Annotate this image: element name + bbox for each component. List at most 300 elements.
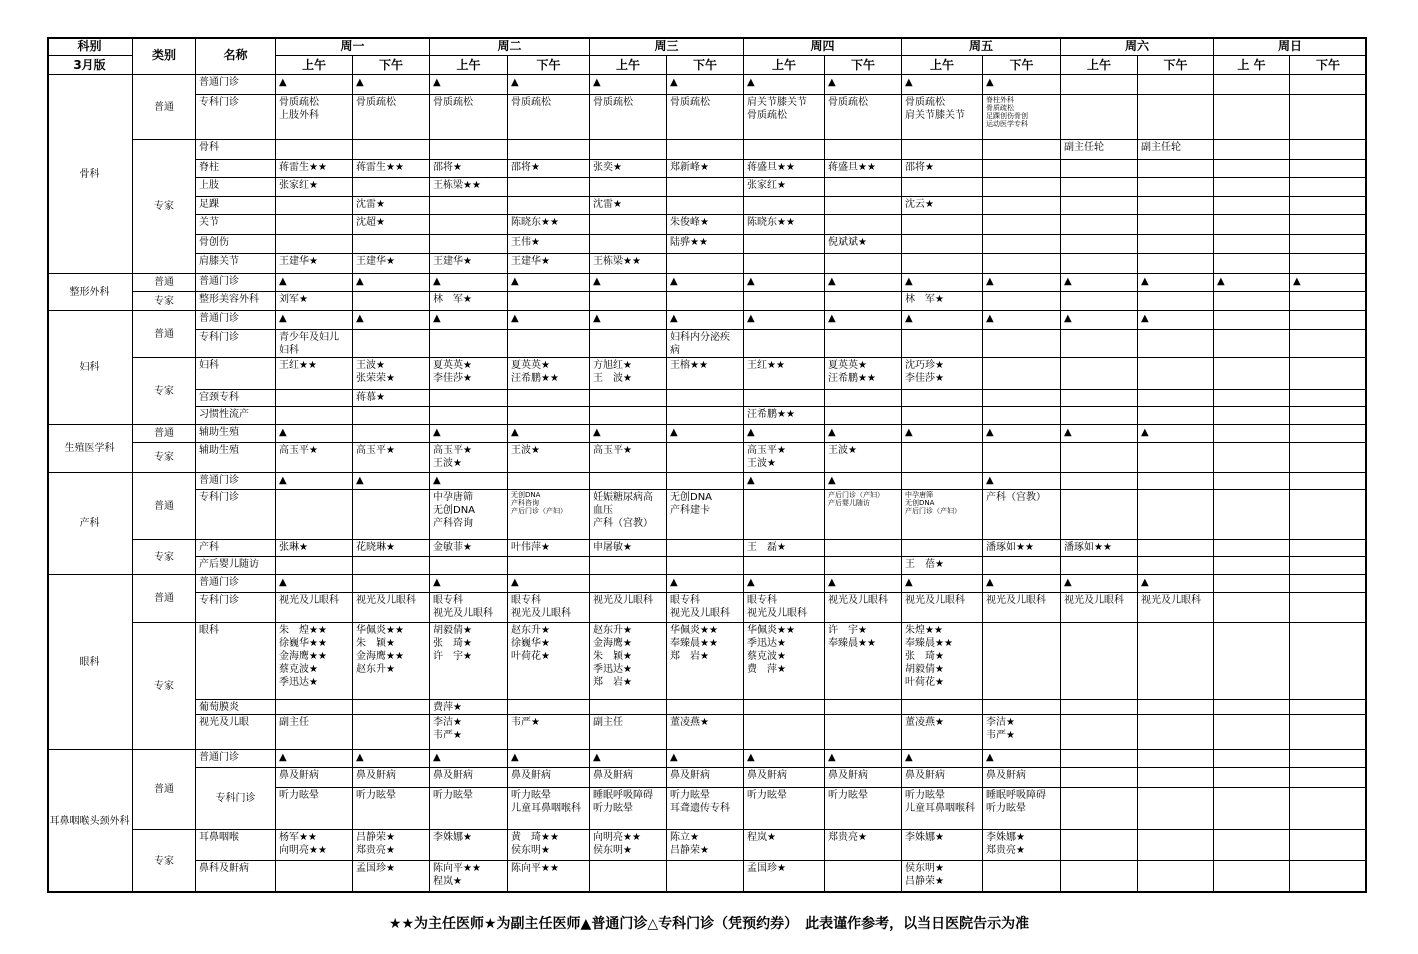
- schedule-cell: 听力眩晕 儿童耳鼻咽喉科: [508, 788, 590, 830]
- schedule-cell: 产科（宫教）: [983, 490, 1061, 540]
- schedule-cell: [430, 390, 508, 407]
- schedule-cell: [1214, 425, 1290, 443]
- category-cell: 专家: [133, 358, 196, 425]
- schedule-cell: 骨质疏松 上肢外科: [276, 95, 353, 140]
- schedule-cell: [430, 330, 508, 358]
- schedule-cell: [353, 140, 430, 160]
- schedule-cell: 侯东明★ 吕静荣★: [902, 861, 983, 893]
- schedule-cell: [430, 215, 508, 235]
- schedule-cell: [744, 140, 825, 160]
- schedule-cell: 张琳★: [276, 540, 353, 557]
- schedule-cell: [667, 140, 744, 160]
- schedule-cell: 骨质疏松: [667, 95, 744, 140]
- schedule-cell: [1138, 540, 1214, 557]
- schedule-cell: [902, 140, 983, 160]
- schedule-cell: [825, 330, 902, 358]
- schedule-cell: 陈晓东★★: [744, 215, 825, 235]
- schedule-cell: ▲: [983, 473, 1061, 490]
- schedule-cell: ▲: [667, 75, 744, 95]
- schedule-cell: ▲: [276, 274, 353, 292]
- schedule-cell: 程岚★: [744, 830, 825, 861]
- schedule-cell: 妊娠糖尿病高 血压 产科（宫教）: [590, 490, 667, 540]
- schedule-cell: [983, 160, 1061, 178]
- schedule-cell: [983, 557, 1061, 575]
- schedule-cell: 睡眠呼吸障碍 听力眩晕: [590, 788, 667, 830]
- schedule-cell: 王建华★: [353, 254, 430, 274]
- schedule-cell: [667, 178, 744, 197]
- schedule-cell: 骨质疏松: [353, 95, 430, 140]
- header-ampm: 上午: [1061, 56, 1138, 75]
- header-day: 周一: [276, 37, 430, 56]
- schedule-cell: 花晓琳★: [353, 540, 430, 557]
- schedule-cell: 鼻及鼾病: [353, 768, 430, 788]
- schedule-cell: [1138, 292, 1214, 311]
- schedule-cell: 妇科内分泌疾 病: [667, 330, 744, 358]
- schedule-cell: 王榕★★: [667, 358, 744, 390]
- schedule-cell: [667, 443, 744, 473]
- schedule-cell: 听力眩晕 儿童耳鼻咽喉科: [902, 788, 983, 830]
- schedule-cell: ▲: [590, 750, 667, 768]
- schedule-cell: [1290, 178, 1367, 197]
- schedule-cell: 李洁★ 韦严★: [430, 715, 508, 750]
- schedule-cell: 王 蓓★: [902, 557, 983, 575]
- schedule-cell: [430, 235, 508, 254]
- schedule-cell: [825, 407, 902, 425]
- schedule-cell: ▲: [1061, 274, 1138, 292]
- schedule-cell: [590, 292, 667, 311]
- schedule-cell: 听力眩晕: [430, 788, 508, 830]
- schedule-cell: [1061, 407, 1138, 425]
- schedule-cell: [744, 557, 825, 575]
- schedule-cell: [1061, 197, 1138, 215]
- category-cell: 普通: [133, 425, 196, 443]
- schedule-cell: [983, 390, 1061, 407]
- schedule-cell: [508, 140, 590, 160]
- schedule-cell: 夏英英★ 汪希鹏★★: [825, 358, 902, 390]
- schedule-cell: [353, 575, 430, 593]
- schedule-cell: [1138, 473, 1214, 490]
- header-day: 周三: [590, 37, 744, 56]
- schedule-cell: ▲: [825, 274, 902, 292]
- schedule-cell: ▲: [744, 473, 825, 490]
- header-ampm: 上午: [430, 56, 508, 75]
- schedule-cell: 朱俊峰★: [667, 215, 744, 235]
- schedule-cell: [825, 540, 902, 557]
- schedule-cell: [276, 235, 353, 254]
- schedule-cell: ▲: [590, 311, 667, 330]
- row-name: 骨科: [196, 140, 276, 160]
- schedule-cell: [1290, 197, 1367, 215]
- schedule-cell: 视光及儿眼科: [590, 593, 667, 623]
- schedule-cell: 蒋雷生★★: [353, 160, 430, 178]
- category-cell: 专家: [133, 540, 196, 575]
- row-name: 产后婴儿随访: [196, 557, 276, 575]
- schedule-cell: 王伟★: [508, 235, 590, 254]
- schedule-cell: 孟国珍★: [353, 861, 430, 893]
- schedule-cell: 朱煌★★ 奉臻晨★★ 张 琦★ 胡毅倩★ 叶荷花★: [902, 623, 983, 700]
- schedule-cell: ▲: [825, 473, 902, 490]
- schedule-cell: 王栋梁★★: [590, 254, 667, 274]
- schedule-cell: 鼻及鼾病: [276, 768, 353, 788]
- schedule-cell: 高玉平★: [353, 443, 430, 473]
- schedule-cell: [1061, 788, 1138, 830]
- header-ampm: 下午: [825, 56, 902, 75]
- row-name: 耳鼻咽喉: [196, 830, 276, 861]
- row-name: 脊柱: [196, 160, 276, 178]
- row-name: 专科门诊: [196, 330, 276, 358]
- category-cell: 普通: [133, 274, 196, 292]
- schedule-cell: [1138, 178, 1214, 197]
- schedule-cell: [1061, 75, 1138, 95]
- schedule-cell: [983, 197, 1061, 215]
- schedule-cell: ▲: [744, 311, 825, 330]
- schedule-cell: ▲: [276, 575, 353, 593]
- schedule-cell: [1214, 700, 1290, 715]
- header-name: 名称: [196, 37, 276, 75]
- schedule-cell: [276, 490, 353, 540]
- schedule-cell: 林 军★: [902, 292, 983, 311]
- schedule-cell: [1061, 715, 1138, 750]
- schedule-cell: ▲: [590, 75, 667, 95]
- schedule-cell: 眼专科 视光及儿眼科: [508, 593, 590, 623]
- schedule-cell: 高玉平★ 王波★: [744, 443, 825, 473]
- schedule-cell: [1138, 700, 1214, 715]
- schedule-cell: [825, 140, 902, 160]
- schedule-cell: [1061, 473, 1138, 490]
- schedule-cell: 倪斌斌★: [825, 235, 902, 254]
- schedule-cell: [1061, 330, 1138, 358]
- schedule-cell: [353, 715, 430, 750]
- schedule-cell: [590, 215, 667, 235]
- schedule-cell: 青少年及妇儿 妇科: [276, 330, 353, 358]
- schedule-cell: [667, 861, 744, 893]
- schedule-cell: 夏英英★ 李佳莎★: [430, 358, 508, 390]
- schedule-cell: 骨质疏松: [508, 95, 590, 140]
- schedule-cell: [1214, 292, 1290, 311]
- schedule-cell: ▲: [508, 274, 590, 292]
- schedule-cell: [1061, 623, 1138, 700]
- schedule-cell: [1290, 358, 1367, 390]
- schedule-cell: 无创DNA 产科咨询 产后门诊（产妇）: [508, 490, 590, 540]
- schedule-cell: 产后门诊（产妇） 产后婴儿随访: [825, 490, 902, 540]
- schedule-cell: 鼻及鼾病: [825, 768, 902, 788]
- schedule-cell: [667, 197, 744, 215]
- schedule-cell: [1061, 750, 1138, 768]
- schedule-cell: ▲: [353, 473, 430, 490]
- schedule-cell: 张奕★: [590, 160, 667, 178]
- schedule-cell: ▲: [667, 575, 744, 593]
- schedule-cell: ▲: [508, 75, 590, 95]
- schedule-cell: 王建华★: [430, 254, 508, 274]
- schedule-cell: [1061, 178, 1138, 197]
- schedule-cell: [590, 390, 667, 407]
- schedule-cell: [902, 390, 983, 407]
- schedule-cell: ▲: [430, 575, 508, 593]
- schedule-cell: [983, 407, 1061, 425]
- schedule-cell: [430, 197, 508, 215]
- category-cell: 专家: [133, 140, 196, 274]
- schedule-cell: [1290, 235, 1367, 254]
- schedule-cell: 视光及儿眼科: [902, 593, 983, 623]
- schedule-cell: [508, 407, 590, 425]
- row-name: 专科门诊: [196, 95, 276, 140]
- schedule-cell: 视光及儿眼科: [983, 593, 1061, 623]
- row-name: 专科门诊: [196, 490, 276, 540]
- row-name: 专科门诊: [196, 768, 276, 830]
- category-cell: 普通: [133, 575, 196, 623]
- schedule-cell: 副主任轮: [1061, 140, 1138, 160]
- schedule-cell: [1214, 407, 1290, 425]
- schedule-cell: 郑新峰★: [667, 160, 744, 178]
- row-name: 鼻科及鼾病: [196, 861, 276, 893]
- schedule-cell: [1214, 160, 1290, 178]
- schedule-cell: 黄 琦★★ 侯东明★: [508, 830, 590, 861]
- schedule-cell: [667, 407, 744, 425]
- schedule-cell: 眼专科 视光及儿眼科: [430, 593, 508, 623]
- schedule-cell: ▲: [1138, 425, 1214, 443]
- schedule-cell: 骨质疏松 肩关节膝关节: [902, 95, 983, 140]
- schedule-cell: ▲: [902, 575, 983, 593]
- schedule-cell: 潘琢如★★: [983, 540, 1061, 557]
- schedule-cell: ▲: [430, 473, 508, 490]
- schedule-cell: [825, 178, 902, 197]
- category-cell: 专家: [133, 443, 196, 473]
- schedule-cell: [276, 197, 353, 215]
- schedule-cell: 视光及儿眼科: [276, 593, 353, 623]
- schedule-cell: 陈晓东★★: [508, 215, 590, 235]
- schedule-cell: [1138, 768, 1214, 788]
- schedule-cell: [1138, 95, 1214, 140]
- schedule-cell: ▲: [825, 425, 902, 443]
- schedule-cell: 夏英英★ 汪希鹏★★: [508, 358, 590, 390]
- schedule-cell: [1214, 473, 1290, 490]
- schedule-cell: [1138, 443, 1214, 473]
- schedule-cell: [1138, 407, 1214, 425]
- schedule-cell: 高玉平★ 王波★: [430, 443, 508, 473]
- schedule-cell: [744, 292, 825, 311]
- schedule-cell: ▲: [508, 311, 590, 330]
- schedule-cell: 邵将★: [430, 160, 508, 178]
- schedule-cell: ▲: [667, 750, 744, 768]
- schedule-cell: [983, 330, 1061, 358]
- header-ampm: 上午: [902, 56, 983, 75]
- schedule-cell: 中孕唐筛 无创DNA 产后门诊（产妇）: [902, 490, 983, 540]
- schedule-cell: 蒋慕★: [353, 390, 430, 407]
- schedule-cell: ▲: [430, 311, 508, 330]
- schedule-cell: [1138, 750, 1214, 768]
- schedule-cell: [667, 254, 744, 274]
- schedule-cell: [1138, 861, 1214, 893]
- schedule-cell: 视光及儿眼科: [825, 593, 902, 623]
- row-name: 专科门诊: [196, 593, 276, 623]
- schedule-cell: [983, 443, 1061, 473]
- schedule-cell: ▲: [276, 750, 353, 768]
- schedule-cell: [983, 623, 1061, 700]
- schedule-cell: 鼻及鼾病: [983, 768, 1061, 788]
- schedule-cell: [1138, 215, 1214, 235]
- schedule-cell: 鼻及鼾病: [590, 768, 667, 788]
- schedule-cell: [1214, 623, 1290, 700]
- schedule-cell: [825, 215, 902, 235]
- schedule-cell: 王波★: [508, 443, 590, 473]
- schedule-cell: 邵将★: [508, 160, 590, 178]
- schedule-cell: [1138, 623, 1214, 700]
- schedule-cell: 费萍★: [430, 700, 508, 715]
- schedule-cell: 视光及儿眼科: [1138, 593, 1214, 623]
- schedule-cell: 王建华★: [276, 254, 353, 274]
- schedule-cell: [667, 473, 744, 490]
- schedule-cell: [1061, 215, 1138, 235]
- department-cell: 生殖医学科: [47, 425, 133, 473]
- schedule-cell: [1061, 95, 1138, 140]
- schedule-cell: [1138, 390, 1214, 407]
- schedule-cell: ▲: [744, 425, 825, 443]
- legend-footer: ★★为主任医师★为副主任医师▲普通门诊△专科门诊（凭预约券） 此表谨作参考，以当日医院告示为准: [388, 916, 1030, 932]
- schedule-cell: [744, 330, 825, 358]
- schedule-cell: [353, 490, 430, 540]
- header-day: 周四: [744, 37, 902, 56]
- schedule-cell: ▲: [508, 425, 590, 443]
- schedule-cell: 申屠敏★: [590, 540, 667, 557]
- schedule-cell: [983, 861, 1061, 893]
- schedule-cell: ▲: [1138, 311, 1214, 330]
- schedule-cell: [983, 292, 1061, 311]
- schedule-cell: [1138, 254, 1214, 274]
- department-cell: 眼科: [47, 575, 133, 750]
- schedule-cell: ▲: [667, 311, 744, 330]
- schedule-cell: 高玉平★: [276, 443, 353, 473]
- schedule-cell: [276, 700, 353, 715]
- schedule-cell: [508, 292, 590, 311]
- schedule-cell: 沈雷★: [353, 197, 430, 215]
- schedule-cell: [276, 215, 353, 235]
- schedule-cell: 沈巧珍★ 李佳莎★: [902, 358, 983, 390]
- schedule-cell: [1214, 490, 1290, 540]
- header-ampm: 上午: [276, 56, 353, 75]
- schedule-cell: [1214, 861, 1290, 893]
- schedule-cell: 副主任: [590, 715, 667, 750]
- schedule-cell: 陈向平★★: [508, 861, 590, 893]
- schedule-cell: [1290, 311, 1367, 330]
- category-cell: 普通: [133, 750, 196, 830]
- schedule-cell: [983, 215, 1061, 235]
- schedule-cell: 刘军★: [276, 292, 353, 311]
- schedule-cell: [902, 700, 983, 715]
- schedule-cell: [902, 540, 983, 557]
- schedule-cell: 眼专科 视光及儿眼科: [744, 593, 825, 623]
- schedule-cell: 王红★★: [276, 358, 353, 390]
- schedule-cell: [1138, 235, 1214, 254]
- schedule-cell: [1214, 358, 1290, 390]
- schedule-cell: [983, 358, 1061, 390]
- schedule-cell: ▲: [353, 750, 430, 768]
- schedule-cell: 陈立★ 吕静荣★: [667, 830, 744, 861]
- schedule-cell: [1214, 75, 1290, 95]
- schedule-cell: [1290, 715, 1367, 750]
- schedule-cell: [1290, 861, 1367, 893]
- schedule-cell: [1061, 235, 1138, 254]
- schedule-cell: [1061, 768, 1138, 788]
- schedule-cell: [825, 197, 902, 215]
- schedule-cell: ▲: [276, 311, 353, 330]
- schedule-cell: 骨质疏松: [825, 95, 902, 140]
- schedule-cell: [1061, 443, 1138, 473]
- row-name: 上肢: [196, 178, 276, 197]
- header-ampm: 下午: [1290, 56, 1367, 75]
- schedule-cell: [1290, 425, 1367, 443]
- schedule-cell: [1214, 788, 1290, 830]
- schedule-cell: [353, 557, 430, 575]
- schedule-cell: [1290, 788, 1367, 830]
- schedule-cell: [590, 473, 667, 490]
- row-name: 葡萄膜炎: [196, 700, 276, 715]
- schedule-cell: [902, 473, 983, 490]
- schedule-cell: ▲: [430, 75, 508, 95]
- schedule-cell: 眼专科 视光及儿眼科: [667, 593, 744, 623]
- header-ampm: 下午: [1138, 56, 1214, 75]
- schedule-cell: 副主任: [276, 715, 353, 750]
- schedule-cell: [1290, 830, 1367, 861]
- schedule-cell: 郑贵亮★: [825, 830, 902, 861]
- schedule-cell: 副主任轮: [1138, 140, 1214, 160]
- schedule-cell: [1061, 292, 1138, 311]
- schedule-cell: [1290, 700, 1367, 715]
- schedule-cell: [983, 140, 1061, 160]
- schedule-cell: [508, 390, 590, 407]
- schedule-cell: ▲: [276, 473, 353, 490]
- header-version: 3月版: [47, 56, 133, 75]
- schedule-cell: ▲: [508, 750, 590, 768]
- schedule-cell: 肩关节膝关节 骨质疏松: [744, 95, 825, 140]
- schedule-cell: ▲: [902, 75, 983, 95]
- schedule-cell: 李姝娜★: [430, 830, 508, 861]
- schedule-cell: ▲: [744, 75, 825, 95]
- schedule-cell: [1290, 473, 1367, 490]
- header-day: 周日: [1214, 37, 1367, 56]
- schedule-cell: [1290, 140, 1367, 160]
- row-name: 视光及儿眼: [196, 715, 276, 750]
- schedule-cell: [1290, 623, 1367, 700]
- schedule-cell: ▲: [983, 274, 1061, 292]
- header-day: 周五: [902, 37, 1061, 56]
- row-name: 肩膝关节: [196, 254, 276, 274]
- schedule-cell: [1061, 254, 1138, 274]
- schedule-cell: [276, 390, 353, 407]
- schedule-cell: [508, 330, 590, 358]
- schedule-cell: 听力眩晕: [825, 788, 902, 830]
- schedule-cell: [1214, 95, 1290, 140]
- schedule-cell: [1138, 715, 1214, 750]
- schedule-cell: [667, 540, 744, 557]
- schedule-cell: [353, 425, 430, 443]
- schedule-cell: [983, 700, 1061, 715]
- row-name: 辅助生殖: [196, 425, 276, 443]
- schedule-cell: ▲: [1214, 274, 1290, 292]
- schedule-cell: [825, 254, 902, 274]
- schedule-cell: [1290, 75, 1367, 95]
- schedule-cell: ▲: [276, 425, 353, 443]
- schedule-cell: [1290, 443, 1367, 473]
- schedule-cell: [1290, 215, 1367, 235]
- schedule-cell: [1061, 557, 1138, 575]
- schedule-cell: [1214, 540, 1290, 557]
- schedule-cell: [744, 700, 825, 715]
- schedule-cell: 鼻及鼾病: [508, 768, 590, 788]
- schedule-cell: ▲: [744, 274, 825, 292]
- schedule-cell: ▲: [902, 750, 983, 768]
- header-ampm: 上午: [590, 56, 667, 75]
- schedule-cell: [744, 715, 825, 750]
